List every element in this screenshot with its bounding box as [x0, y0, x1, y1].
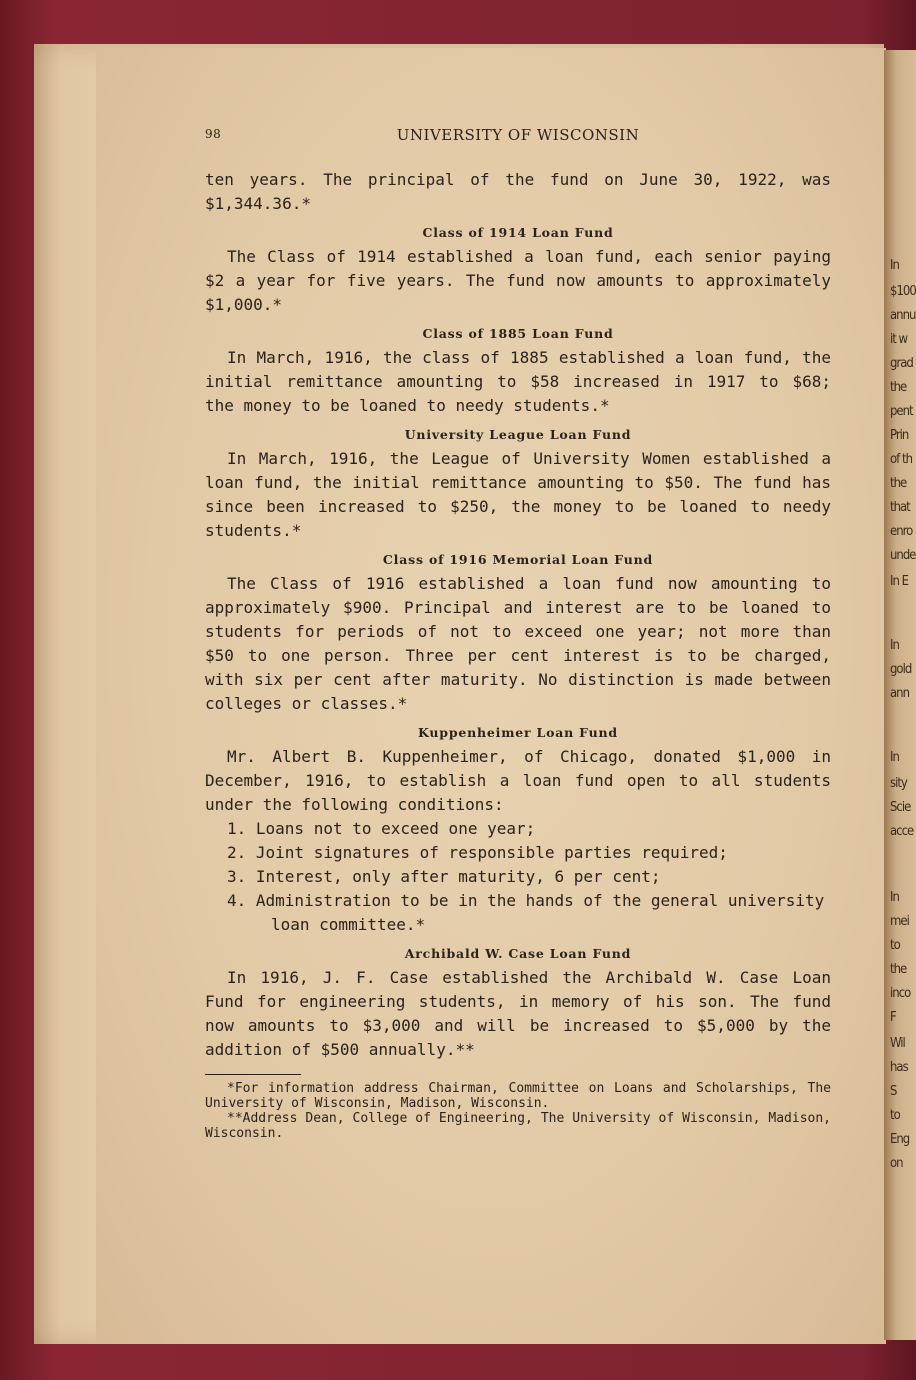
facing-fragment: sity	[890, 776, 907, 791]
facing-fragment: F	[890, 1010, 896, 1025]
facing-fragment: annu	[890, 308, 916, 323]
running-head	[205, 124, 831, 148]
facing-fragment: it w	[890, 332, 908, 347]
facing-fragment: to	[890, 938, 900, 953]
section-body: In March, 1916, the class of 1885 established a loan fund, the initial remittance amounting to $58 increased in 1917 to $68; the money to be loaned to needy students.*	[205, 348, 831, 415]
opening-paragraph: ten years. The principal of the fund on June 30, 1922, was $1,344.36.*	[205, 170, 831, 213]
facing-fragment: of th	[890, 452, 912, 467]
facing-page-edge	[884, 50, 916, 1340]
section-body: In 1916, J. F. Case established the Archibald W. Case Loan Fund for engineering students, in memory of his son. The fund now amounts to $3,000 and will be increased to $5,000 by the addition of $500 annually.**	[205, 968, 831, 1059]
facing-fragment: grad	[890, 356, 913, 371]
section-heading: Class of 1916 Memorial Loan Fund	[382, 552, 654, 567]
footnote: **Address Dean, College of Engineering, The University of Wisconsin, Madison, Wisconsin.	[205, 1111, 831, 1141]
condition-item: 3. Interest, only after maturity, 6 per cent;	[227, 867, 661, 886]
condition-item: 1. Loans not to exceed one year;	[227, 819, 536, 838]
facing-fragment: the	[890, 476, 907, 491]
page-number: 98	[205, 127, 222, 141]
facing-fragment: Eng	[890, 1132, 910, 1147]
facing-fragment: to	[890, 1108, 900, 1123]
facing-fragment: that	[890, 500, 910, 515]
section-heading: Kuppenheimer Loan Fund	[418, 725, 618, 740]
facing-fragment: In	[890, 258, 899, 273]
page-text	[205, 124, 831, 1141]
condition-item: 4. Administration to be in the hands of the general university loan committee.*	[227, 891, 825, 934]
facing-fragment: gold	[890, 662, 912, 677]
section-heading: Class of 1885 Loan Fund	[422, 326, 614, 341]
section-body: The Class of 1914 established a loan fund, each senior paying $2 a year for five years. The fund now amounts to approximately $1,000.*	[205, 247, 831, 314]
facing-fragment: mei	[890, 914, 909, 929]
facing-fragment: S	[890, 1084, 897, 1099]
facing-fragment: Scie	[890, 800, 911, 815]
facing-fragment: inco	[890, 986, 911, 1001]
facing-fragment: In	[890, 638, 899, 653]
footnote: *For information address Chairman, Committee on Loans and Scholarships, The University of Wisconsin, Madison, Wisconsin.	[205, 1081, 831, 1111]
facing-fragment: enro	[890, 524, 913, 539]
running-title: UNIVERSITY OF WISCONSIN	[396, 126, 640, 144]
facing-fragment: In	[890, 750, 899, 765]
facing-fragment: In	[890, 890, 899, 905]
section-heading: Class of 1914 Loan Fund	[422, 225, 614, 240]
condition-item: 2. Joint signatures of responsible parties required;	[227, 843, 728, 862]
facing-fragment: acce	[890, 824, 914, 839]
facing-fragment: on	[890, 1156, 903, 1171]
facing-fragment: has	[890, 1060, 908, 1075]
facing-fragment: In E	[890, 574, 908, 589]
section-body: In March, 1916, the League of University Women established a loan fund, the initial remittance amounting to $50. The fund has since been increased to $250, the money to be loaned to needy students.*	[205, 449, 831, 540]
section-body: The Class of 1916 established a loan fund now amounting to approximately $900. Principal and interest are to be loaned to students for periods of not to exceed one year; not more than $50 to one person. Three per cent interest is to be charged, with six per cent after maturity. No distinction is made between colleges or classes.*	[205, 574, 831, 713]
facing-fragment: Wil	[890, 1036, 905, 1051]
facing-fragment: the	[890, 380, 907, 395]
facing-fragment: $100	[890, 284, 916, 299]
facing-fragment: pent	[890, 404, 913, 419]
section-body: Mr. Albert B. Kuppenheimer, of Chicago, donated $1,000 in December, 1916, to establish a loan fund open to all students under the following conditions:	[205, 747, 831, 814]
section-heading: Archibald W. Case Loan Fund	[404, 946, 632, 961]
footnote-rule	[205, 1074, 301, 1075]
section-heading: University League Loan Fund	[404, 427, 632, 442]
facing-fragment: Prin	[890, 428, 909, 443]
facing-fragment: the	[890, 962, 907, 977]
facing-fragment: unde	[890, 548, 916, 563]
facing-fragment: ann	[890, 686, 909, 701]
